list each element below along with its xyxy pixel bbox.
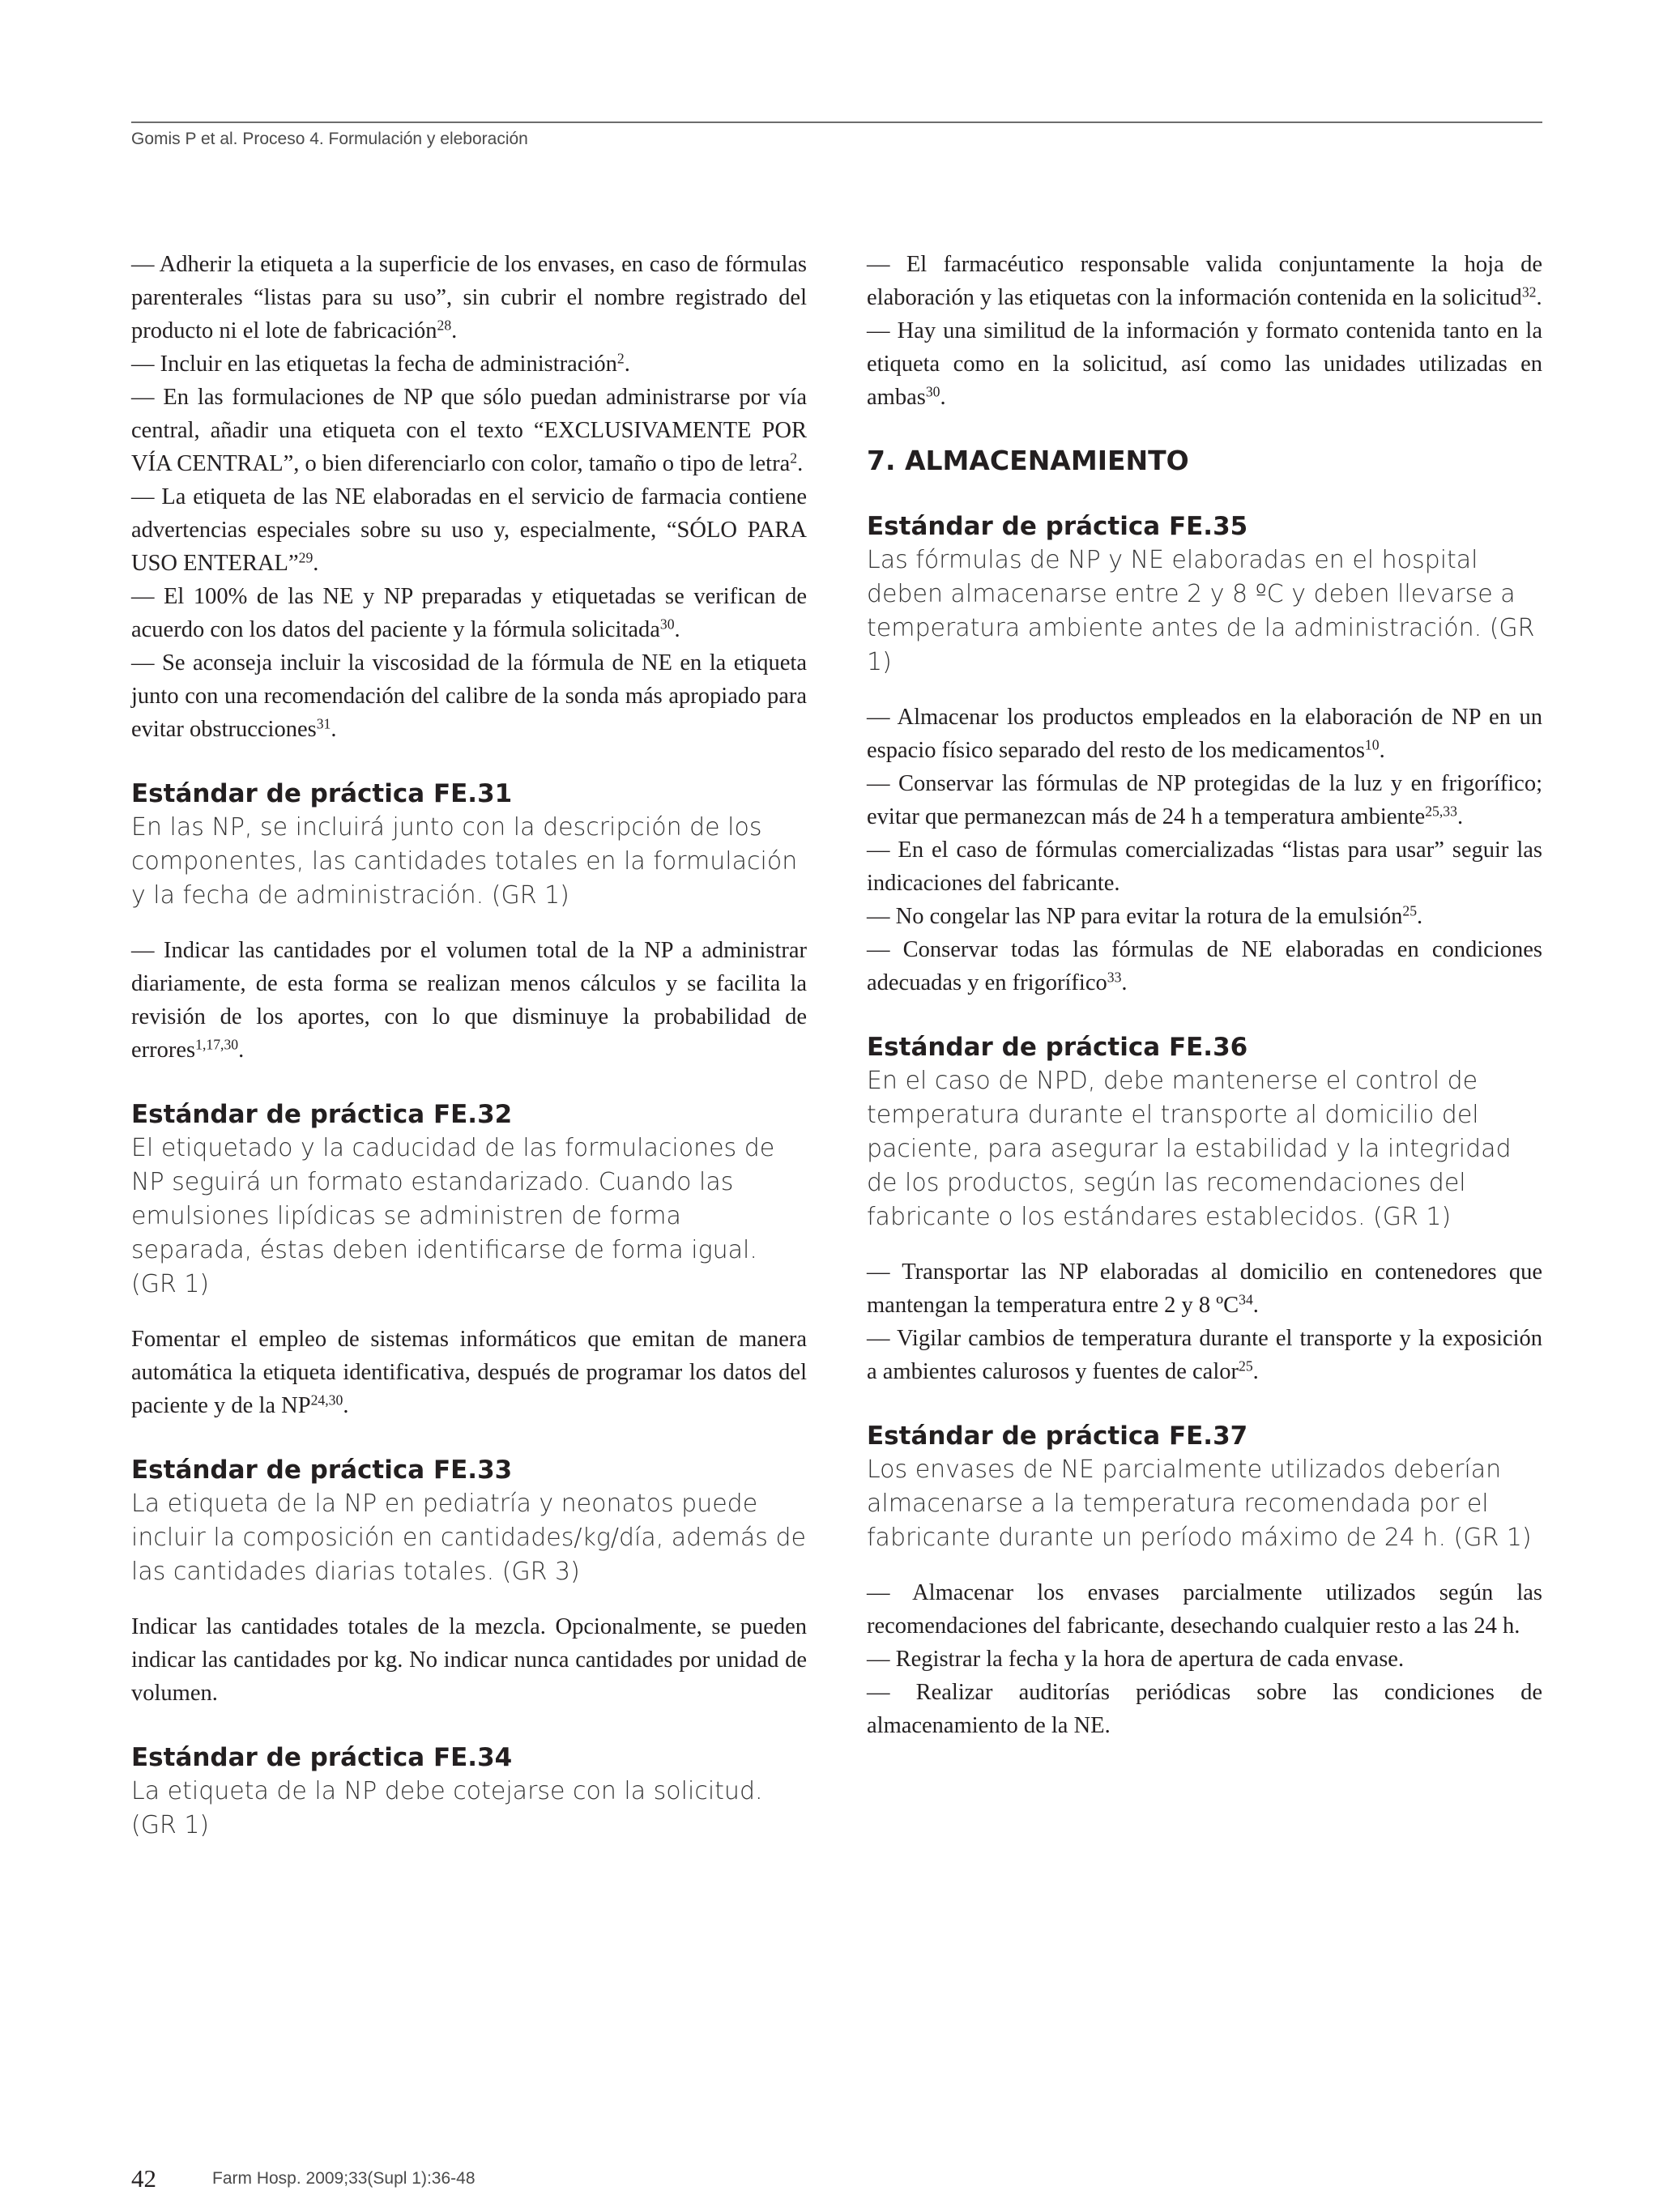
list-item: — Vigilar cambios de temperatura durante el transporte y la exposición a ambientes calurosos y fuentes de calor$^{25}$. <box>867 1326 1542 1384</box>
list-item: — En las formulaciones de NP que sólo puedan administrarse por vía central, añadir una etiqueta con el texto “EXCLUSIVAMENTE POR VÍA CENTRAL”, o bien diferenciarlo con color, tamaño o tipo de letra$^2$. <box>131 385 807 476</box>
list-item: — El farmacéutico responsable valida conjuntamente la hoja de elaboración y las etiquetas con la información contenida en la solicitud$^{32}$. <box>867 252 1542 310</box>
left-intro-block <box>131 248 807 746</box>
citation-superscript: 1,17,30 <box>195 1036 239 1053</box>
list-item: — Almacenar los productos empleados en la elaboración de NP en un espacio físico separado del resto de los medicamentos$^{10}$. <box>867 705 1542 763</box>
running-head: Gomis P et al. Proceso 4. Formulación y eleboración <box>131 130 528 148</box>
standard-block <box>867 1419 1542 1742</box>
list-item: — Indicar las cantidades por el volumen total de la NP a administrar diariamente, de esta forma se realizan menos cálculos y se facilita la revisión de los aportes, con lo que disminuye la probabilidad de errores$^{1,17,30}$. <box>131 938 807 1063</box>
standard-description: El etiquetado y la caducidad de las formulaciones de NP seguirá un formato estandarizado. Cuando las emulsiones lipídicas se administren de forma separada, éstas deben identificarse de forma igual. (GR 1) <box>131 1134 775 1298</box>
standard-title: Estándar de práctica FE.32 <box>131 1100 513 1129</box>
standard-block <box>131 1097 807 1422</box>
list-item: — Transportar las NP elaboradas al domicilio en contenedores que mantengan la temperatura entre 2 y 8 ºC$^{34}$. <box>867 1259 1542 1318</box>
list-item: — Almacenar los envases parcialmente utilizados según las recomendaciones del fabricante, desechando cualquier resto a las 24 h. <box>867 1580 1542 1639</box>
left-column <box>131 248 807 1873</box>
right-column <box>867 248 1542 1773</box>
list-item: — No congelar las NP para evitar la rotura de la emulsión$^{25}$. <box>867 902 1423 929</box>
standard-block <box>131 1453 807 1710</box>
standard-title: Estándar de práctica FE.33 <box>131 1455 513 1485</box>
standard-title: Estándar de práctica FE.34 <box>131 1743 513 1772</box>
list-item: — Adherir la etiqueta a la superficie de los envases, en caso de fórmulas parenterales “listas para su uso”, sin cubrir el nombre registrado del producto ni el lote de fabricación$^{28}$. <box>131 252 807 343</box>
list-item: — La etiqueta de las NE elaboradas en el servicio de farmacia contiene advertencias especiales sobre su uso y, especialmente, “SÓLO PARA USO ENTERAL”$^{29}$. <box>131 484 807 576</box>
citation-superscript: 25 <box>1402 902 1418 919</box>
section-title: 7. ALMACENAMIENTO <box>867 445 1189 476</box>
citation-superscript: 25 <box>1239 1357 1253 1375</box>
header-rule <box>131 121 1542 123</box>
list-item: — Conservar todas las fórmulas de NE elaboradas en condiciones adecuadas y en frigorífico$^{33}$. <box>867 937 1542 995</box>
right-intro-items <box>867 248 1542 414</box>
left-intro-items <box>131 248 807 746</box>
citation-superscript: 33 <box>1107 969 1122 986</box>
standard-title: Estándar de práctica FE.35 <box>867 512 1248 541</box>
standard-block <box>867 1030 1542 1388</box>
citation-superscript: 29 <box>298 549 313 566</box>
list-item: — Se aconseja incluir la viscosidad de la fórmula de NE en la etiqueta junto con una recomendación del calibre de la sonda más apropiado para evitar obstrucciones$^{31}$. <box>131 650 807 742</box>
citation-superscript: 2 <box>790 450 798 467</box>
standard-description: La etiqueta de la NP debe cotejarse con la solicitud. (GR 1) <box>131 1777 763 1839</box>
citation-superscript: 30 <box>659 616 675 633</box>
list-item: — Conservar las fórmulas de NP protegidas de la luz y en frigorífico; evitar que permanezcan más de 24 h a temperatura ambiente$^{25,33}$. <box>867 771 1542 829</box>
page-number: 42 <box>131 2164 156 2193</box>
standard-title: Estándar de práctica FE.37 <box>867 1421 1248 1451</box>
list-item: — Registrar la fecha y la hora de apertura de cada envase. <box>867 1647 1405 1672</box>
citation-superscript: 24,30 <box>310 1392 343 1409</box>
citation-superscript: 28 <box>437 317 452 334</box>
list-item: — El 100% de las NE y NP preparadas y etiquetadas se verifican de acuerdo con los datos del paciente y la fórmula solicitada$^{30}$. <box>131 584 807 642</box>
citation-superscript: 25,33 <box>1425 803 1457 820</box>
citation-superscript: 32 <box>1521 283 1537 300</box>
standard-description: Las fórmulas de NP y NE elaboradas en el hospital deben almacenarse entre 2 y 8 ºC y deben llevarse a temperatura ambiente antes de la administración. (GR 1) <box>867 546 1535 676</box>
list-item: — Realizar auditorías periódicas sobre las condiciones de almacenamiento de la NE. <box>867 1680 1542 1738</box>
standard-block <box>131 777 807 1067</box>
standard-block <box>131 1741 807 1843</box>
left-standards <box>131 777 807 1843</box>
list-item: Fomentar el empleo de sistemas informáticos que emitan de manera automática la etiqueta identificativa, después de programar los datos del paciente y de la NP$^{24,30}$. <box>131 1327 807 1418</box>
standard-block <box>867 509 1542 999</box>
list-item: — En el caso de fórmulas comercializadas “listas para usar” seguir las indicaciones del fabricante. <box>867 837 1542 896</box>
citation-superscript: 31 <box>316 715 331 732</box>
standard-title: Estándar de práctica FE.36 <box>867 1033 1248 1062</box>
list-item: — Hay una similitud de la información y formato contenida tanto en la etiqueta como en la solicitud, así como las unidades utilizadas en ambas$^{30}$. <box>867 318 1542 410</box>
citation-superscript: 10 <box>1364 736 1380 753</box>
list-item: Indicar las cantidades totales de la mezcla. Opcionalmente, se pueden indicar las cantidades por kg. No indicar nunca cantidades por unidad de volumen. <box>131 1614 807 1706</box>
right-standards <box>867 509 1542 1742</box>
standard-description: En las NP, se incluirá junto con la descripción de los componentes, las cantidades totales en la formulación y la fecha de administración. (GR 1) <box>131 813 798 910</box>
standard-description: La etiqueta de la NP en pediatría y neonatos puede incluir la composición en cantidades/kg/día, además de las cantidades diarias totales. (GR 3) <box>131 1490 806 1586</box>
right-intro-block <box>867 248 1542 414</box>
citation-superscript: 34 <box>1239 1291 1253 1308</box>
standard-description: En el caso de NPD, debe mantenerse el control de temperatura durante el transporte al domicilio del paciente, para asegurar la estabilidad y la integridad de los productos, según las recomendaciones del fabricante o los estándares establecidos. (GR 1) <box>867 1067 1512 1231</box>
standard-title: Estándar de práctica FE.31 <box>131 779 513 808</box>
journal-citation: Farm Hosp. 2009;33(Supl 1):36-48 <box>212 2169 476 2188</box>
standard-description: Los envases de NE parcialmente utilizados deberían almacenarse a la temperatura recomendada por el fabricante durante un período máximo de 24 h. (GR 1) <box>867 1455 1532 1552</box>
citation-superscript: 2 <box>616 350 625 367</box>
list-item: — Incluir en las etiquetas la fecha de administración$^2$. <box>131 350 630 377</box>
citation-superscript: 30 <box>925 383 940 400</box>
